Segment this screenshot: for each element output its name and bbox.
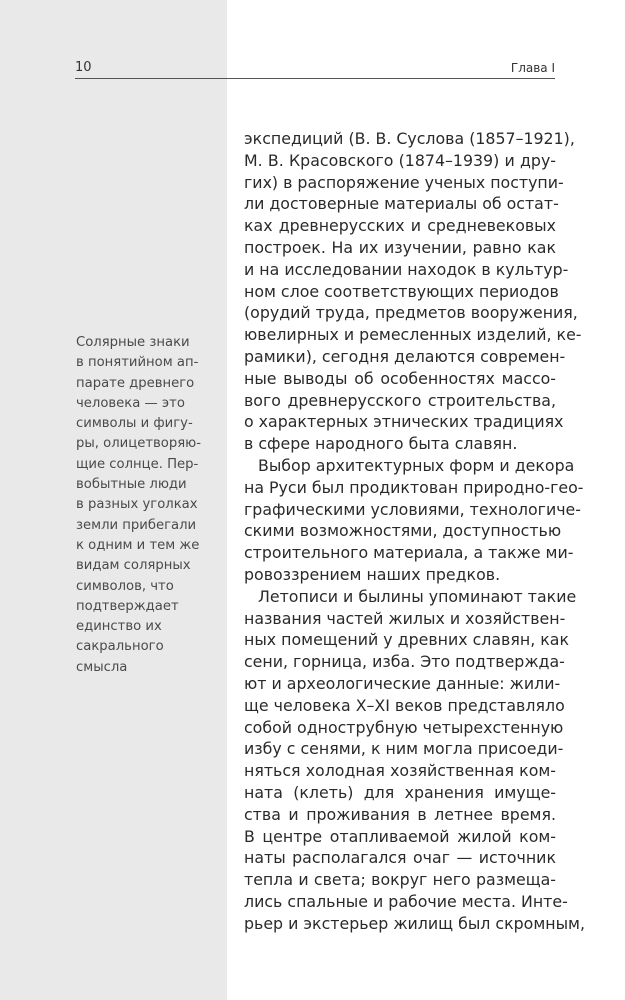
text-line: Летописи и былины упоминают такие (258, 586, 577, 606)
text-line: скими возможностями, доступностью (244, 521, 562, 541)
text-line: ные выводы об особенностях массо- (244, 368, 556, 388)
sidenote-line: в понятийном ап- (76, 355, 199, 371)
sidenote-line: к одним и тем же (76, 537, 200, 553)
paragraph (244, 128, 582, 455)
text-line: Выбор архитектурных форм и декора (258, 455, 575, 475)
text-line: няться холодная хозяйственная ком- (244, 761, 556, 781)
sidenote-line: ры, олицетворяю- (76, 436, 202, 452)
text-line: ют и археологические данные: жили- (244, 673, 561, 693)
sidenote-line: парате древнего (76, 375, 195, 391)
text-line: ровоззрением наших предков. (244, 564, 501, 584)
text-line: собой однострубную четырехстенную (244, 717, 564, 737)
text-line: рамики), сегодня делаются современ- (244, 346, 566, 366)
text-line: лись спальные и рабочие места. Инте- (244, 891, 568, 911)
sidenote-line: символы и фигу- (76, 416, 193, 432)
text-line: гих) в распоряжение ученых поступи- (244, 172, 564, 192)
text-line: строительного материала, а также ми- (244, 543, 574, 563)
text-line: ках древнерусских и средневековых (244, 216, 556, 236)
text-line: ли достоверные материалы об остат- (244, 194, 559, 214)
sidenote-line: земли прибегали (76, 517, 197, 533)
text-line: В центре отапливаемой жилой ком- (244, 826, 556, 846)
text-line: на Руси был продиктован природно-гео- (244, 477, 584, 497)
text-line: сени, горница, изба. Это подтверждa- (244, 652, 565, 672)
text-line: рьер и экстерьер жилищ был скромным, (244, 913, 585, 933)
header-rule (75, 78, 555, 79)
sidenote-line: Солярные знаки (76, 335, 190, 350)
text-line: вого древнерусского строительства, (244, 390, 556, 410)
sidenote-line: в разных уголках (76, 497, 198, 513)
sidenote-line: единство их (76, 619, 162, 635)
text-line: ном слое соответствующих периодов (244, 281, 559, 301)
text-line: графическими условиями, технологиче- (244, 499, 581, 519)
text-line: построек. На их изучении, равно как (244, 237, 556, 257)
page-number: 10 (75, 60, 92, 75)
text-line: наты располагался очаг — источник (244, 848, 556, 868)
sidenote (76, 333, 226, 678)
text-line: ната (клеть) для хранения имуще- (244, 782, 556, 802)
sidenote-line: человека — это (76, 395, 185, 411)
text-line: ювелирных и ремесленных изделий, ке- (244, 325, 582, 345)
text-line: о характерных этнических традициях (244, 412, 564, 432)
main-text (244, 128, 585, 934)
text-line: ства и проживания в летнее время. (244, 804, 556, 824)
text-line: ще человека X–XI веков представляло (244, 695, 565, 715)
text-line: М. В. Красовского (1874–1939) и дру- (244, 150, 556, 170)
text-line: тепла и света; вокруг него размеща- (244, 870, 556, 890)
text-line: (орудий труда, предметов вооружения, (244, 303, 578, 323)
text-line: и на исследовании находок в культур- (244, 259, 569, 279)
paragraph (244, 455, 584, 586)
sidenote-line: подтверждает (76, 598, 179, 614)
text-line: экспедиций (В. В. Суслова (1857–1921), (244, 129, 575, 148)
sidenote-line: символов, что (76, 578, 174, 594)
page-header (75, 60, 555, 76)
sidenote-line: сакрального (76, 639, 164, 655)
text-line: названия частей жилых и хозяйствен- (244, 608, 566, 628)
sidenote-line: видам солярных (76, 558, 191, 574)
running-head: Глава I (510, 61, 555, 75)
paragraph (244, 586, 585, 935)
sidenote-line: вобытные люди (76, 477, 187, 493)
text-line: ных помещений у древних славян, как (244, 630, 570, 650)
text-line: избу с сенями, к ним могла присоеди- (244, 739, 564, 759)
sidenote-line: смысла (76, 659, 128, 675)
text-line: в сфере народного быта славян. (244, 434, 518, 454)
sidenote-line: щие солнце. Пер- (76, 456, 199, 472)
